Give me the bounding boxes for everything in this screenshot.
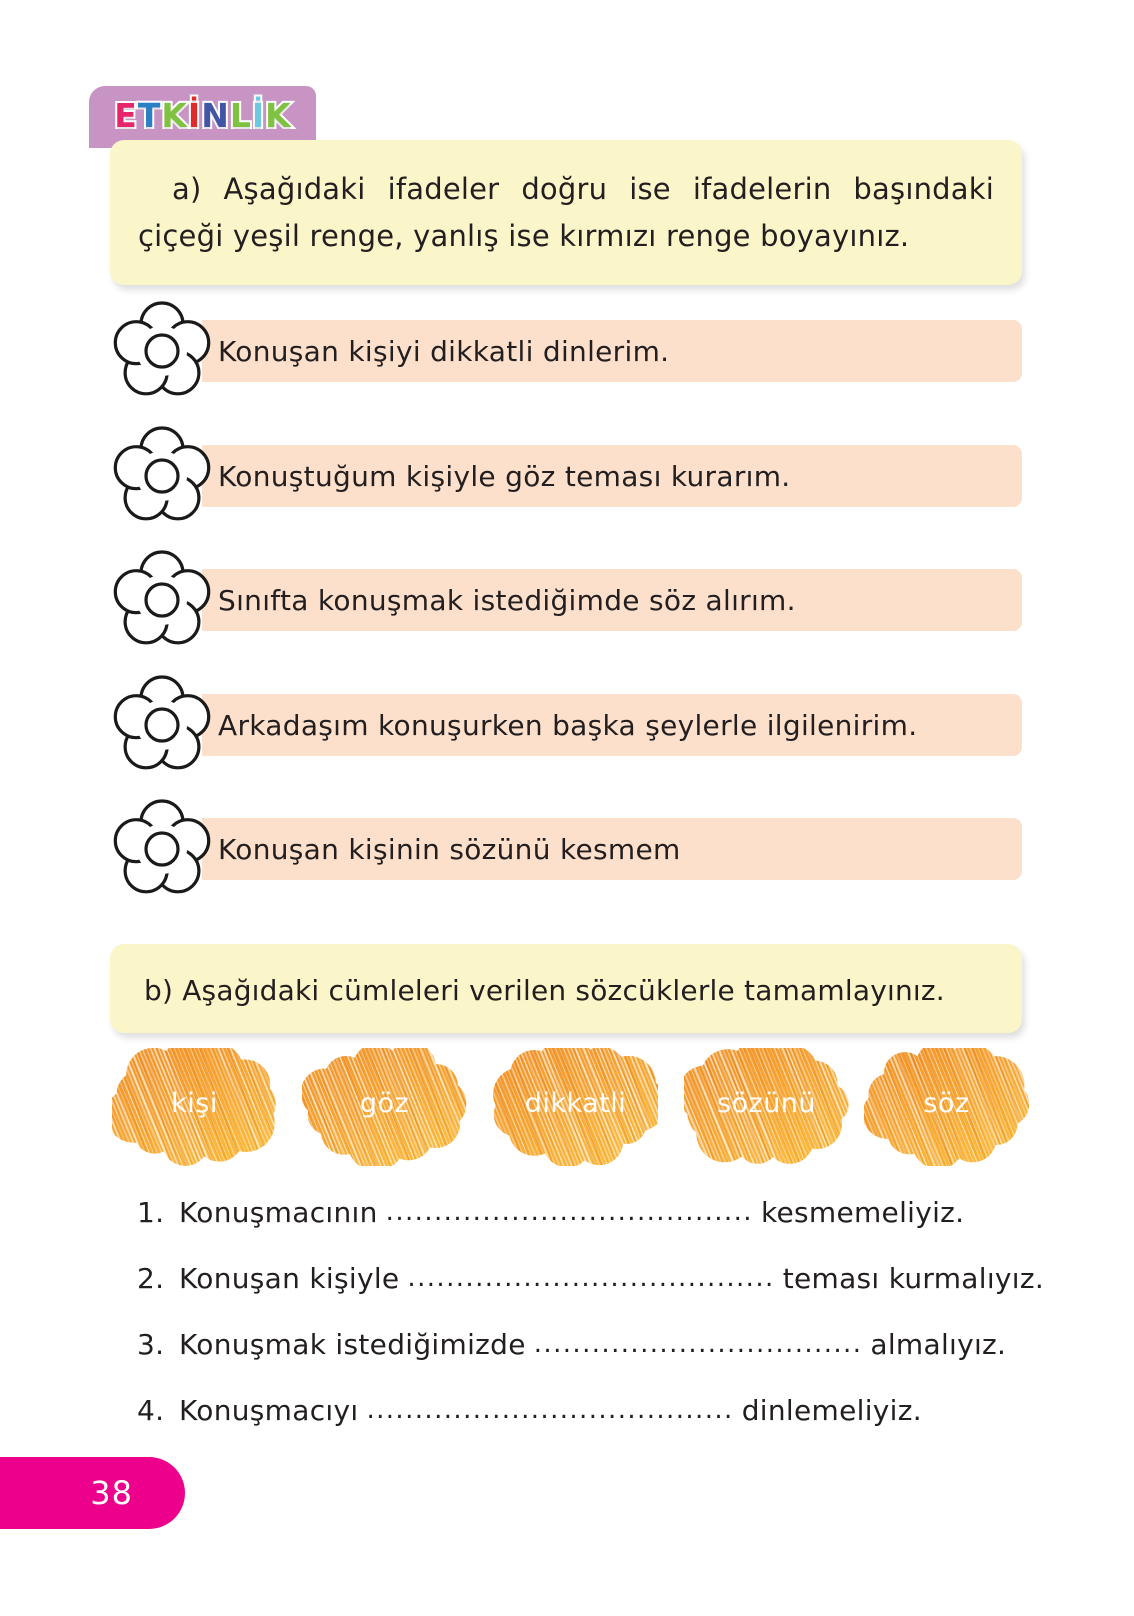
fill-sentence: [137, 1196, 964, 1229]
statement-row: [110, 320, 1022, 382]
word-cloud-label: dikkatli: [524, 1087, 627, 1119]
etkinlik-letter-0: E: [114, 95, 137, 135]
flower-icon[interactable]: [110, 670, 214, 780]
etkinlik-letter-4: N: [201, 95, 229, 135]
fill-sentence-blank[interactable]: ..................................: [533, 1329, 863, 1359]
fill-sentence-after: teması kurmalıyız.: [782, 1262, 1045, 1295]
word-cloud[interactable]: [112, 1048, 277, 1166]
etkinlik-letter-1: T: [137, 95, 161, 135]
fill-sentence-blank[interactable]: ......................................: [366, 1395, 734, 1425]
word-bank: [112, 1048, 1024, 1166]
statement-row: [110, 694, 1022, 756]
word-cloud[interactable]: [493, 1048, 658, 1166]
fill-sentence-after: kesmemeliyiz.: [760, 1196, 965, 1229]
etkinlik-letter-3: İ: [187, 95, 201, 135]
fill-sentence-before: Konuşmacıyı: [179, 1394, 359, 1427]
instruction-a-text: [138, 166, 994, 260]
instruction-box-a: [110, 140, 1022, 285]
word-cloud-label: kişi: [171, 1087, 218, 1119]
flower-icon[interactable]: [110, 794, 214, 904]
fill-sentence-before: Konuşmacının: [179, 1196, 378, 1229]
statement-text: Konuşan kişinin sözünü kesmem: [218, 832, 681, 866]
statement-row: [110, 569, 1022, 631]
statement-text: Konuştuğum kişiyle göz teması kurarım.: [218, 459, 791, 493]
instruction-box-b: [110, 944, 1022, 1033]
word-cloud[interactable]: [684, 1048, 849, 1166]
etkinlik-letter-5: L: [229, 95, 251, 135]
word-cloud-label: göz: [359, 1087, 410, 1119]
word-cloud[interactable]: [302, 1048, 467, 1166]
page-number: 38: [90, 1474, 133, 1512]
fill-sentence: [137, 1328, 1006, 1361]
fill-sentence-before: Konuşmak istediğimizde: [179, 1328, 526, 1361]
statement-row: [110, 445, 1022, 507]
statement-row: [110, 818, 1022, 880]
fill-sentence: [137, 1262, 1044, 1295]
fill-sentence-number: 3.: [137, 1328, 165, 1361]
statement-text: Sınıfta konuşmak istediğimde söz alırım.: [218, 583, 796, 617]
fill-sentence-after: almalıyız.: [870, 1328, 1007, 1361]
etkinlik-title: [89, 86, 316, 148]
fill-sentence-number: 2.: [137, 1262, 165, 1295]
fill-sentence-before: Konuşan kişiyle: [179, 1262, 400, 1295]
etkinlik-letter-7: K: [265, 95, 291, 135]
fill-sentence-blank[interactable]: ......................................: [407, 1263, 775, 1293]
page-number-badge: [0, 1457, 185, 1529]
fill-sentence: [137, 1394, 922, 1427]
flower-icon[interactable]: [110, 421, 214, 531]
word-cloud[interactable]: [864, 1048, 1029, 1166]
fill-sentence-number: 4.: [137, 1394, 165, 1427]
word-cloud-label: sözünü: [716, 1087, 817, 1119]
flower-icon[interactable]: [110, 545, 214, 655]
etkinlik-letter-6: İ: [251, 95, 265, 135]
fill-sentence-blank[interactable]: ......................................: [385, 1197, 753, 1227]
instruction-b-text: b) Aşağıdaki cümleleri verilen sözcüklerle tamamlayınız.: [144, 974, 945, 1007]
statement-text: Konuşan kişiyi dikkatli dinlerim.: [218, 334, 670, 368]
etkinlik-tab: [89, 86, 316, 148]
instruction-a-value: a) Aşağıdaki ifadeler doğru ise ifadelerin başındaki çiçeği yeşil renge, yanlış ise kırmızı renge boyayınız.: [138, 172, 994, 253]
fill-sentence-number: 1.: [137, 1196, 165, 1229]
flower-icon[interactable]: [110, 296, 214, 406]
fill-sentence-after: dinlemeliyiz.: [741, 1394, 922, 1427]
etkinlik-letter-2: K: [161, 95, 187, 135]
statement-text: Arkadaşım konuşurken başka şeylerle ilgilenirim.: [218, 708, 918, 742]
word-cloud-label: söz: [923, 1087, 970, 1119]
